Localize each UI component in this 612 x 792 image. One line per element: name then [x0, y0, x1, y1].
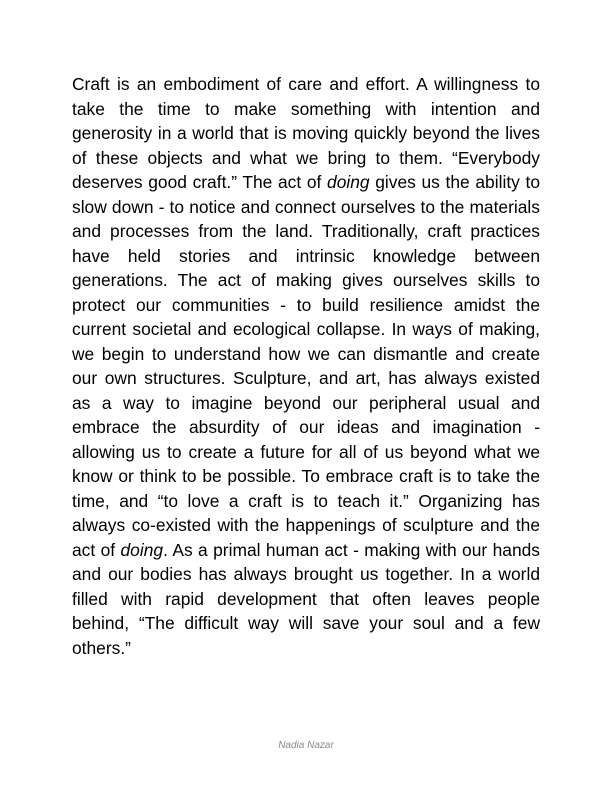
essay-text-part-2: gives us the ability to slow down - to notice and connect ourselves to the materials and processes from the land. Traditionally, craft practices have held stories and intrinsic knowledge between generations. The act of making gives ourselves skills to protect our communities - to build resilience amidst the current societal and ecological collapse. In ways of making, we begin to understand how we can dismantle and create our own structures. Sculpture, and art, has always existed as a way to imagine beyond our peripheral usual and embrace the absurdity of our ideas and imagination - allowing us to create a future for all of us beyond what we know or think to be possible. To embrace craft is to take the time, and “to love a craft is to teach it.” Organizing has always co-existed with the happenings of sculpture and the act of	[72, 172, 541, 560]
footer-author: Nadia Nazar	[278, 740, 334, 751]
essay-emphasis-doing-1: doing	[327, 172, 370, 192]
essay-text-part-3: . As a primal human act - making with our hands and our bodies has always brought us together. In a world filled with rapid development that often leaves people behind, “The difficult way will save your soul and a few others.”	[72, 539, 540, 658]
essay-text-part-1: Craft is an embodiment of care and effort. A willingness to take the time to make something with intention and generosity in a world that is moving quickly beyond the lives of these objects and what we bring to them. “Everybody deserves good craft.” The act of	[72, 74, 540, 192]
essay-paragraph	[72, 72, 540, 660]
essay-emphasis-doing-2: doing	[120, 539, 164, 560]
